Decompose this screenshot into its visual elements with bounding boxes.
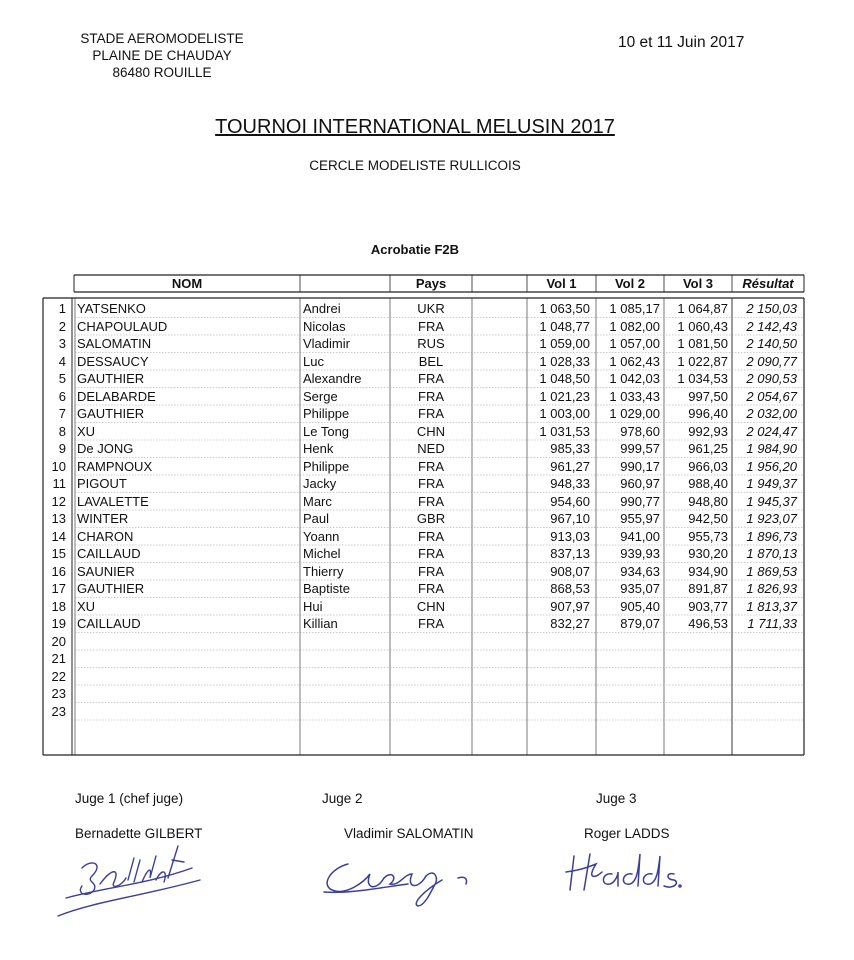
row-rank: 10 [51, 458, 66, 474]
row-last-name: XU [77, 423, 96, 439]
row-result: 2 054,67 [746, 388, 797, 404]
row-vol3: 496,53 [688, 616, 728, 631]
row-country: FRA [418, 388, 444, 404]
row-vol1: 961,27 [550, 458, 590, 474]
row-vol2 [596, 650, 660, 668]
row-rank: 20 [51, 633, 66, 649]
row-vol3 [664, 703, 728, 721]
row-result: 1 869,53 [746, 563, 797, 579]
row-rank: 4 [58, 353, 66, 369]
row-result: 1 956,20 [746, 458, 797, 474]
row-result: 1 896,73 [746, 528, 797, 544]
judge-1-role: Juge 1 (chef juge) [75, 791, 184, 806]
row-last-name: GAUTHIER [77, 581, 145, 596]
row-result: 1 711,33 [747, 616, 797, 631]
row-vol3: 1 022,87 [677, 353, 728, 369]
row-rank: 22 [51, 668, 66, 684]
row-vol2: 1 033,43 [609, 388, 660, 404]
row-rank: 3 [58, 336, 66, 351]
row-vol2: 939,93 [620, 546, 660, 561]
judge-3-role: Juge 3 [596, 791, 637, 806]
row-result [733, 685, 797, 703]
row-vol2: 935,07 [620, 581, 660, 596]
row-vol3: 891,87 [688, 581, 728, 596]
row-vol2: 934,63 [620, 563, 660, 579]
row-last-name: CHARON [77, 528, 134, 544]
row-result: 1 813,37 [746, 598, 797, 614]
row-rank: 18 [51, 598, 66, 614]
row-vol1: 948,33 [550, 476, 590, 491]
row-result: 2 032,00 [746, 406, 797, 421]
row-country: FRA [418, 493, 444, 509]
column-header-vol1: Vol 1 [546, 276, 577, 291]
row-first-name: Marc [303, 493, 332, 509]
row-country [390, 703, 472, 721]
row-vol3: 966,03 [688, 458, 728, 474]
row-result [733, 633, 797, 651]
row-last-name: RAMPNOUX [77, 458, 153, 474]
row-vol2: 879,07 [620, 616, 660, 631]
row-country: FRA [418, 318, 444, 334]
row-vol2 [596, 685, 660, 703]
document-title: TOURNOI INTERNATIONAL MELUSIN 2017 [215, 116, 615, 138]
row-vol1: 1 048,50 [539, 371, 590, 386]
row-vol2: 1 057,00 [609, 336, 660, 351]
row-first-name: Henk [303, 441, 334, 456]
row-result: 1 826,93 [746, 581, 797, 596]
row-vol2: 978,60 [620, 423, 660, 439]
row-vol3: 1 081,50 [677, 336, 728, 351]
row-vol3 [664, 668, 728, 686]
row-result: 2 140,50 [746, 336, 797, 351]
row-vol1 [527, 668, 590, 686]
row-result: 1 949,37 [746, 476, 797, 491]
row-rank: 11 [52, 476, 66, 491]
row-last-name: GAUTHIER [77, 371, 145, 386]
judge-1-signature [52, 838, 202, 920]
row-country: CHN [416, 598, 446, 614]
row-vol2 [596, 668, 660, 686]
row-last-name: PIGOUT [77, 476, 127, 491]
row-vol1: 868,53 [550, 581, 590, 596]
judge-2-signature [318, 848, 488, 910]
row-first-name: Vladimir [303, 336, 350, 351]
organizer-line-1: STADE AEROMODELISTE [80, 31, 244, 46]
row-result: 1 945,37 [746, 493, 797, 509]
row-first-name: Yoann [303, 528, 340, 544]
row-rank: 19 [51, 616, 66, 631]
row-vol1: 1 059,00 [539, 336, 590, 351]
row-rank: 14 [51, 528, 66, 544]
row-vol2: 1 082,00 [609, 318, 660, 334]
row-result: 2 024,47 [746, 423, 797, 439]
judge-2-name: Vladimir SALOMATIN [344, 826, 474, 841]
row-vol2: 941,00 [620, 528, 660, 544]
row-vol3 [664, 685, 728, 703]
row-vol2: 1 042,03 [609, 371, 660, 386]
row-vol1: 908,07 [550, 563, 590, 579]
row-first-name: Serge [303, 388, 338, 404]
row-country: NED [417, 441, 445, 456]
row-rank: 6 [58, 388, 66, 404]
row-vol3: 1 034,53 [677, 371, 728, 386]
judge-2-role: Juge 2 [322, 791, 363, 806]
row-vol1: 832,27 [550, 616, 590, 631]
row-first-name: Luc [303, 353, 324, 369]
row-vol3: 930,20 [688, 546, 728, 561]
event-date: 10 et 11 Juin 2017 [618, 34, 745, 51]
row-last-name: YATSENKO [77, 301, 146, 316]
row-rank: 23 [51, 686, 66, 701]
row-vol1 [527, 703, 590, 721]
row-vol3 [664, 650, 728, 668]
organizer-line-3: 86480 ROUILLE [112, 65, 212, 80]
row-first-name: Le Tong [303, 423, 350, 439]
row-vol3: 1 064,87 [677, 301, 728, 316]
row-last-name: CHAPOULAUD [77, 318, 168, 334]
row-vol2: 1 029,00 [609, 406, 660, 421]
row-result [733, 650, 797, 668]
row-country: FRA [418, 546, 444, 561]
organizer-line-2: PLAINE DE CHAUDAY [92, 48, 232, 63]
row-vol3: 955,73 [688, 528, 728, 544]
row-vol3 [664, 633, 728, 651]
row-rank: 21 [51, 651, 66, 666]
row-country [390, 685, 472, 703]
row-last-name: CAILLAUD [77, 546, 141, 561]
row-vol3: 992,93 [688, 423, 728, 439]
row-first-name: Thierry [303, 563, 344, 579]
row-country [390, 668, 472, 686]
row-country: FRA [418, 528, 444, 544]
row-vol1: 1 048,77 [539, 318, 590, 334]
club-name: CERCLE MODELISTE RULLICOIS [309, 158, 521, 173]
row-vol3: 961,25 [688, 441, 728, 456]
column-header-vol2: Vol 2 [614, 276, 646, 291]
row-first-name: Paul [303, 511, 330, 526]
row-country: BEL [418, 353, 444, 369]
row-last-name: De JONG [77, 441, 134, 456]
row-vol1 [527, 685, 590, 703]
row-vol1: 985,33 [550, 441, 590, 456]
row-vol2 [596, 633, 660, 651]
row-country: FRA [418, 581, 444, 596]
row-country: UKR [417, 301, 445, 316]
row-result: 2 090,77 [746, 353, 797, 369]
row-rank: 2 [58, 318, 66, 334]
row-rank: 1 [58, 301, 66, 316]
row-last-name: GAUTHIER [77, 406, 145, 421]
row-vol3: 903,77 [688, 598, 728, 614]
row-vol1: 1 063,50 [539, 301, 590, 316]
column-header-pays: Pays [415, 276, 447, 291]
row-country: FRA [418, 406, 444, 421]
row-vol2: 1 085,17 [609, 301, 660, 316]
row-country [390, 650, 472, 668]
category-title: Acrobatie F2B [370, 242, 460, 257]
row-first-name: Philippe [303, 458, 350, 474]
row-vol1: 954,60 [550, 493, 590, 509]
row-vol3: 934,90 [688, 563, 728, 579]
row-last-name: LAVALETTE [77, 493, 149, 509]
row-result: 1 923,07 [746, 511, 797, 526]
row-result: 2 150,03 [746, 301, 797, 316]
row-vol1: 1 003,00 [539, 406, 590, 421]
row-country: FRA [418, 476, 444, 491]
row-country: FRA [418, 563, 444, 579]
row-first-name: Andrei [303, 301, 341, 316]
row-rank: 12 [51, 493, 66, 509]
row-result: 1 984,90 [746, 441, 797, 456]
row-country: RUS [417, 336, 445, 351]
row-vol2: 990,77 [620, 493, 660, 509]
row-last-name: SALOMATIN [77, 336, 152, 351]
row-last-name: WINTER [77, 511, 129, 526]
row-result [733, 668, 797, 686]
column-header-vol3: Vol 3 [682, 276, 714, 291]
row-vol1: 837,13 [550, 546, 590, 561]
row-country: FRA [418, 458, 444, 474]
row-vol3: 997,50 [688, 388, 728, 404]
row-vol3: 1 060,43 [677, 318, 728, 334]
column-header-nom: NOM [171, 276, 203, 291]
row-rank: 16 [51, 563, 66, 579]
row-vol1 [527, 633, 590, 651]
row-vol2: 955,97 [620, 511, 660, 526]
row-vol1: 1 028,33 [539, 353, 590, 369]
row-last-name: DELABARDE [77, 388, 156, 404]
row-vol3: 948,80 [688, 493, 728, 509]
row-vol3: 942,50 [688, 511, 728, 526]
row-vol2: 960,97 [620, 476, 660, 491]
row-country [390, 633, 472, 651]
row-vol2: 999,57 [620, 441, 660, 456]
row-last-name: XU [77, 598, 96, 614]
row-last-name: CAILLAUD [77, 616, 141, 631]
row-first-name: Nicolas [303, 318, 346, 334]
row-last-name: SAUNIER [77, 563, 135, 579]
judge-3-name: Roger LADDS [584, 826, 670, 841]
row-last-name: DESSAUCY [77, 353, 149, 369]
row-country: FRA [418, 371, 444, 386]
organizer-address [62, 30, 262, 81]
row-rank: 7 [58, 406, 66, 421]
judge-3-signature [556, 846, 686, 900]
row-result: 2 142,43 [746, 318, 797, 334]
row-result [733, 703, 797, 721]
row-rank: 13 [51, 511, 66, 526]
row-first-name: Hui [303, 598, 323, 614]
row-vol3: 988,40 [688, 476, 728, 491]
row-result: 1 870,13 [746, 546, 797, 561]
row-vol2: 990,17 [620, 458, 660, 474]
row-first-name: Michel [303, 546, 341, 561]
row-rank: 5 [58, 371, 66, 386]
row-vol1: 967,10 [550, 511, 590, 526]
row-vol2: 905,40 [620, 598, 660, 614]
row-first-name: Alexandre [303, 371, 362, 386]
row-vol1: 1 031,53 [539, 423, 590, 439]
row-vol1 [527, 650, 590, 668]
row-vol1: 913,03 [550, 528, 590, 544]
row-result: 2 090,53 [746, 371, 797, 386]
row-first-name: Philippe [303, 406, 350, 421]
row-rank: 17 [51, 581, 66, 596]
row-rank: 8 [58, 423, 66, 439]
row-country: FRA [418, 616, 444, 631]
row-rank: 15 [51, 546, 66, 561]
row-vol2 [596, 703, 660, 721]
judge-1-name: Bernadette GILBERT [75, 826, 203, 841]
column-header-resultat: Résultat [742, 276, 794, 291]
row-vol1: 1 021,23 [539, 388, 590, 404]
row-rank: 23 [51, 703, 66, 719]
row-country: CHN [416, 423, 446, 439]
row-country: GBR [416, 511, 446, 526]
row-vol2: 1 062,43 [609, 353, 660, 369]
row-vol3: 996,40 [688, 406, 728, 421]
row-first-name: Jacky [303, 476, 337, 491]
row-vol1: 907,97 [550, 598, 590, 614]
row-first-name: Killian [303, 616, 338, 631]
row-first-name: Baptiste [303, 581, 350, 596]
row-rank: 9 [58, 441, 66, 456]
